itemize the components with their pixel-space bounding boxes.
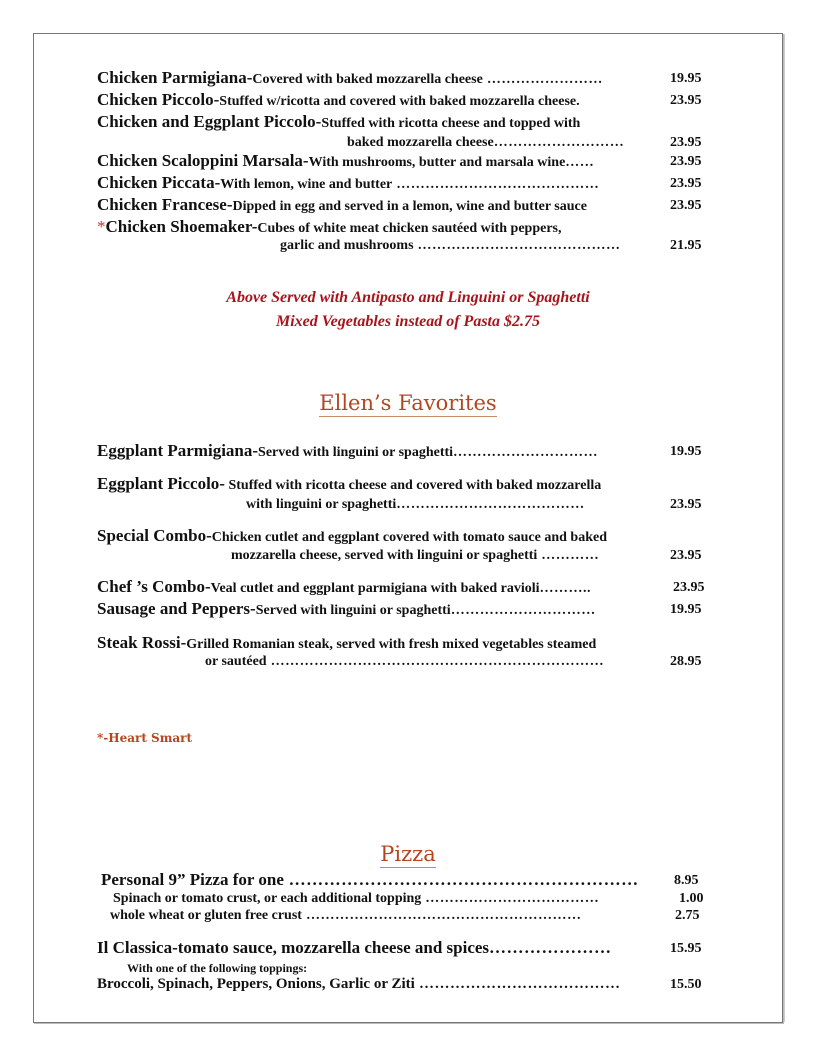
menu-item xyxy=(97,68,603,88)
item-name: Chicken Scaloppini Marsala- xyxy=(97,151,309,170)
menu-item-option xyxy=(113,891,599,907)
menu-item xyxy=(97,526,607,546)
menu-item-continuation xyxy=(205,654,604,670)
item-price: 23.95 xyxy=(670,154,702,169)
item-description: With lemon, wine and butter xyxy=(220,177,393,192)
item-name: Eggplant Piccolo- xyxy=(97,474,225,493)
item-name: Chicken Piccata- xyxy=(97,173,221,192)
item-price: 19.95 xyxy=(670,602,702,617)
menu-item xyxy=(97,173,599,193)
item-price: 23.95 xyxy=(670,198,702,213)
item-description: Covered with baked mozzarella cheese xyxy=(252,72,483,87)
item-price: 23.95 xyxy=(673,580,705,595)
leader-dots: …………………… xyxy=(482,72,603,87)
leader-dots: …………………………………………………… xyxy=(283,870,639,889)
item-description: Grilled Romanian steak, served with fresh mixed vegetables steamed xyxy=(186,637,597,652)
leader-dots: …… xyxy=(565,155,595,170)
menu-item xyxy=(97,217,562,237)
item-name: Steak Rossi- xyxy=(97,633,187,652)
leader-dots: ………………… xyxy=(489,938,612,957)
menu-item xyxy=(97,441,598,461)
item-price: 19.95 xyxy=(670,71,702,86)
leader-dots: ………………………………… xyxy=(396,497,585,512)
item-description: or sautéed xyxy=(205,654,267,669)
item-price: 15.95 xyxy=(670,941,702,956)
item-name: Chicken Francese- xyxy=(97,195,233,214)
menu-item-continuation xyxy=(347,135,624,151)
heart-smart-legend: *-Heart Smart xyxy=(97,731,193,745)
leader-dots: …………………………………… xyxy=(392,177,600,192)
item-name: Personal 9” Pizza for one xyxy=(101,870,284,889)
item-name: Chef ’s Combo- xyxy=(97,577,211,596)
item-name: Chicken Piccolo- xyxy=(97,90,220,109)
section-heading: Pizza xyxy=(380,842,436,866)
item-price: 15.50 xyxy=(670,977,702,992)
item-price: 23.95 xyxy=(670,93,702,108)
leader-dots: ……………………………… xyxy=(421,891,600,906)
item-description: Chicken cutlet and eggplant covered with tomato sauce and baked xyxy=(211,530,608,545)
item-price: 19.95 xyxy=(670,444,702,459)
leader-dots: ………………………… xyxy=(453,445,599,460)
item-name: Sausage and Peppers- xyxy=(97,599,256,618)
item-description: Served with linguini or spaghetti xyxy=(255,603,451,618)
leader-dots: ………………………… xyxy=(450,603,596,618)
item-description: mozzarella cheese, served with linguini or spaghetti xyxy=(231,548,538,563)
leader-dots: ………………………………………………… xyxy=(301,908,582,923)
item-price: 2.75 xyxy=(675,908,700,923)
menu-item-continuation xyxy=(246,497,585,513)
heart-smart-marker: * xyxy=(97,217,106,236)
leader-dots: ………… xyxy=(537,548,600,563)
item-price: 23.95 xyxy=(670,176,702,191)
item-description: Served with linguini or spaghetti xyxy=(258,445,454,460)
menu-item xyxy=(97,195,587,215)
item-price: 23.95 xyxy=(670,497,702,512)
item-price: 28.95 xyxy=(670,654,702,669)
menu-item-option xyxy=(110,908,581,924)
item-description: baked mozzarella cheese xyxy=(347,135,494,150)
item-name: Chicken Parmigiana- xyxy=(97,68,253,87)
menu-item xyxy=(97,577,591,597)
menu-item xyxy=(97,938,612,958)
item-price: 23.95 xyxy=(670,135,702,150)
item-price: 21.95 xyxy=(670,238,702,253)
menu-item xyxy=(97,151,594,171)
item-description: Cubes of white meat chicken sautéed with peppers, xyxy=(257,221,562,236)
menu-item xyxy=(97,112,580,132)
item-name: Il Classica-tomato sauce, mozzarella cheese and spices xyxy=(97,938,490,957)
section-heading: Ellen’s Favorites xyxy=(319,391,497,415)
menu-item xyxy=(97,599,596,619)
item-price: 23.95 xyxy=(670,548,702,563)
menu-item-continuation xyxy=(231,548,599,564)
item-name: Chicken and Eggplant Piccolo- xyxy=(97,112,322,131)
vegetable-substitution-note: Mixed Vegetables instead of Pasta $2.75 xyxy=(276,313,540,330)
menu-item xyxy=(97,976,621,993)
menu-item xyxy=(101,870,639,890)
leader-dots: . xyxy=(576,94,581,109)
item-description: with linguini or spaghetti xyxy=(246,497,397,512)
item-price: 1.00 xyxy=(679,891,704,906)
leader-dots: …………………………………………………………… xyxy=(266,654,605,669)
item-description: Spinach or tomato crust, or each additional topping xyxy=(113,891,422,906)
item-price: 8.95 xyxy=(674,873,699,888)
item-name: Special Combo- xyxy=(97,526,212,545)
item-description: With one of the following toppings: xyxy=(127,961,308,975)
served-with-note: Above Served with Antipasto and Linguini or Spaghetti xyxy=(226,289,590,306)
menu-item xyxy=(97,633,596,653)
item-name: Broccoli, Spinach, Peppers, Onions, Garlic or Ziti xyxy=(97,976,415,992)
leader-dots: …………………………………… xyxy=(413,238,621,253)
item-name: Eggplant Parmigiana- xyxy=(97,441,259,460)
item-description: Veal cutlet and eggplant parmigiana with baked ravioli xyxy=(210,581,540,596)
item-description: Stuffed with ricotta cheese and topped with xyxy=(321,116,581,131)
item-description: whole wheat or gluten free crust xyxy=(110,908,302,923)
item-description: With mushrooms, butter and marsala wine xyxy=(308,155,566,170)
menu-item xyxy=(97,90,580,110)
item-description: Stuffed with ricotta cheese and covered with baked mozzarella xyxy=(224,478,602,493)
menu-item xyxy=(97,474,601,494)
leader-dots: ……………………… xyxy=(493,135,625,150)
menu-item-continuation xyxy=(280,238,621,254)
item-name: Chicken Shoemaker- xyxy=(105,217,258,236)
item-description: garlic and mushrooms xyxy=(280,238,414,253)
item-description: Stuffed w/ricotta and covered with baked mozzarella cheese xyxy=(219,94,577,109)
menu-item-option xyxy=(127,961,307,976)
leader-dots: ………………………………… xyxy=(414,976,621,992)
leader-dots: ……….. xyxy=(539,581,592,596)
item-description: Dipped in egg and served in a lemon, wine and butter sauce xyxy=(232,199,587,214)
page-frame-shadow xyxy=(784,34,785,1022)
